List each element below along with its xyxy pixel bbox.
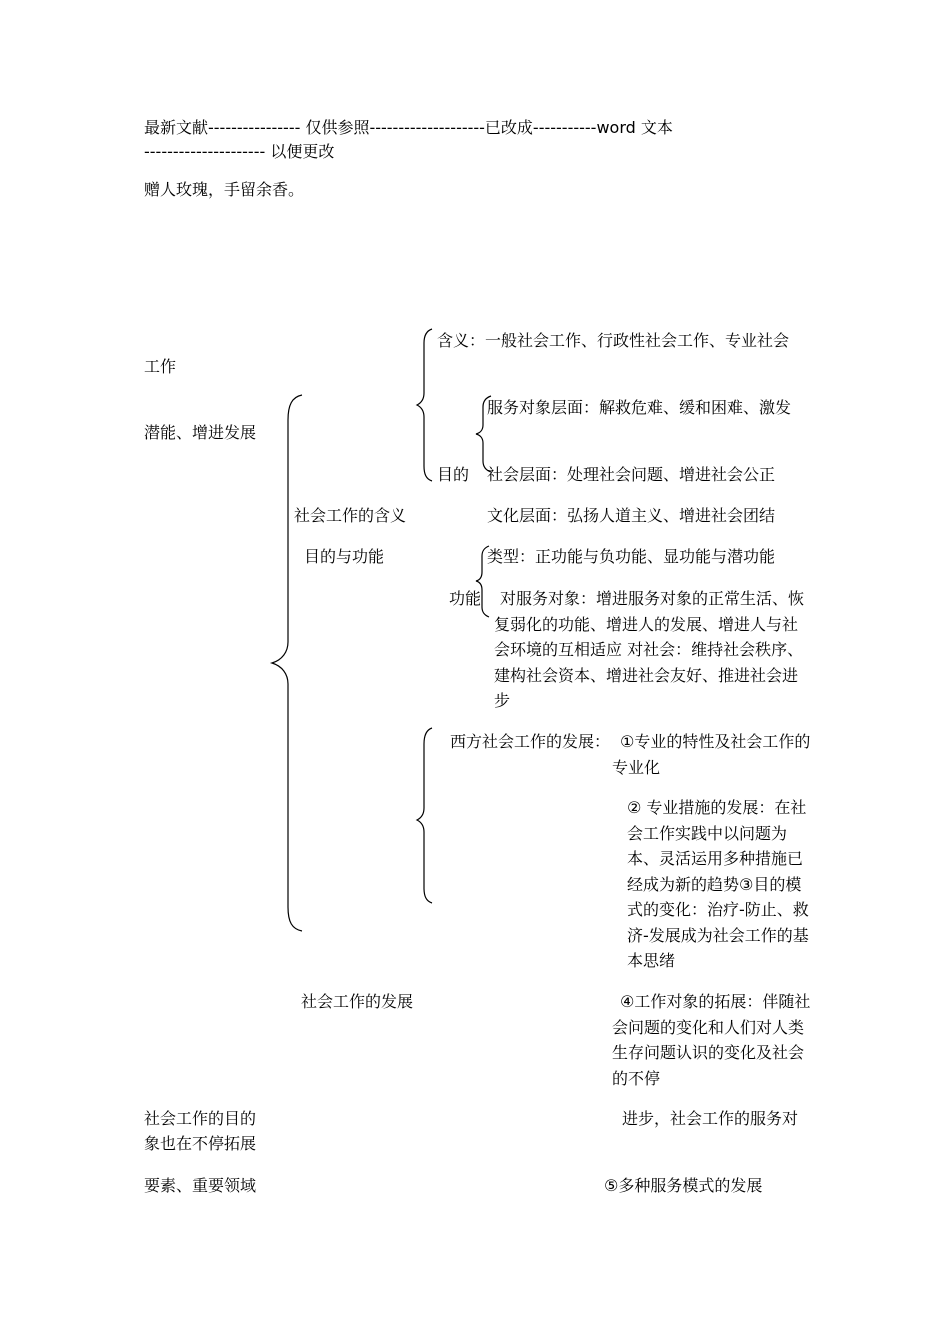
- meaning-title: 社会工作的含义: [294, 506, 407, 525]
- left-text-goal-1: 社会工作的目的: [144, 1109, 257, 1128]
- brace-main: [272, 395, 302, 931]
- header-line-1: 最新文献---------------- 仅供参照--------------------已改成-----------word 文本: [144, 118, 673, 137]
- left-text-work: 工作: [144, 357, 177, 376]
- brace-development: [417, 728, 432, 903]
- header-line-2: --------------------- 以便更改: [144, 142, 335, 161]
- development-item-2: ② 专业措施的发展：在社会工作实践中以问题为本、灵活运用多种措施已经成为新的趋势③目的模式的变化：治疗-防止、救济-发展成为社会工作的基本思绪: [627, 798, 809, 970]
- purpose-label: 目的: [437, 465, 470, 484]
- purpose-social: 社会层面：处理社会问题、增进社会公正: [487, 465, 776, 484]
- function-types: 类型：正功能与负功能、显功能与潜功能: [487, 547, 776, 566]
- left-text-goal-2: 象也在不停拓展: [144, 1134, 257, 1153]
- purpose-service: 服务对象层面：解救危难、缓和困难、激发: [487, 398, 792, 417]
- meaning-label: 含义：一般社会工作、行政性社会工作、专业社会: [437, 331, 790, 350]
- function-effects: 对服务对象：增进服务对象的正常生活、恢复弱化的功能、增进人的发展、增进人与社会环境的互相适应 对社会：维持社会秩序、建构社会资本、增进社会友好、推进社会进步: [494, 589, 805, 710]
- left-text-potential: 潜能、增进发展: [144, 423, 257, 442]
- development-item-4-cont: 进步，社会工作的服务对: [622, 1109, 799, 1128]
- purpose-title: 目的与功能: [304, 547, 385, 566]
- motto: 赠人玫瑰，手留余香。: [144, 180, 305, 199]
- brace-purpose-levels: [476, 396, 491, 472]
- left-text-elements: 要素、重要领域: [144, 1176, 257, 1195]
- purpose-cultural: 文化层面：弘扬人道主义、增进社会团结: [487, 506, 776, 525]
- brace-function: [476, 546, 489, 617]
- brace-meaning-purpose: [417, 329, 432, 481]
- development-item-1: ①专业的特性及社会工作的专业化: [612, 732, 811, 777]
- function-label: 功能: [449, 589, 482, 608]
- development-item-5: ⑤多种服务模式的发展: [604, 1176, 763, 1195]
- development-title: 社会工作的发展: [301, 992, 414, 1011]
- development-western: 西方社会工作的发展：: [450, 732, 611, 751]
- development-item-4: ④工作对象的拓展：伴随社会问题的变化和人们对人类生存问题认识的变化及社会的不停: [612, 992, 811, 1088]
